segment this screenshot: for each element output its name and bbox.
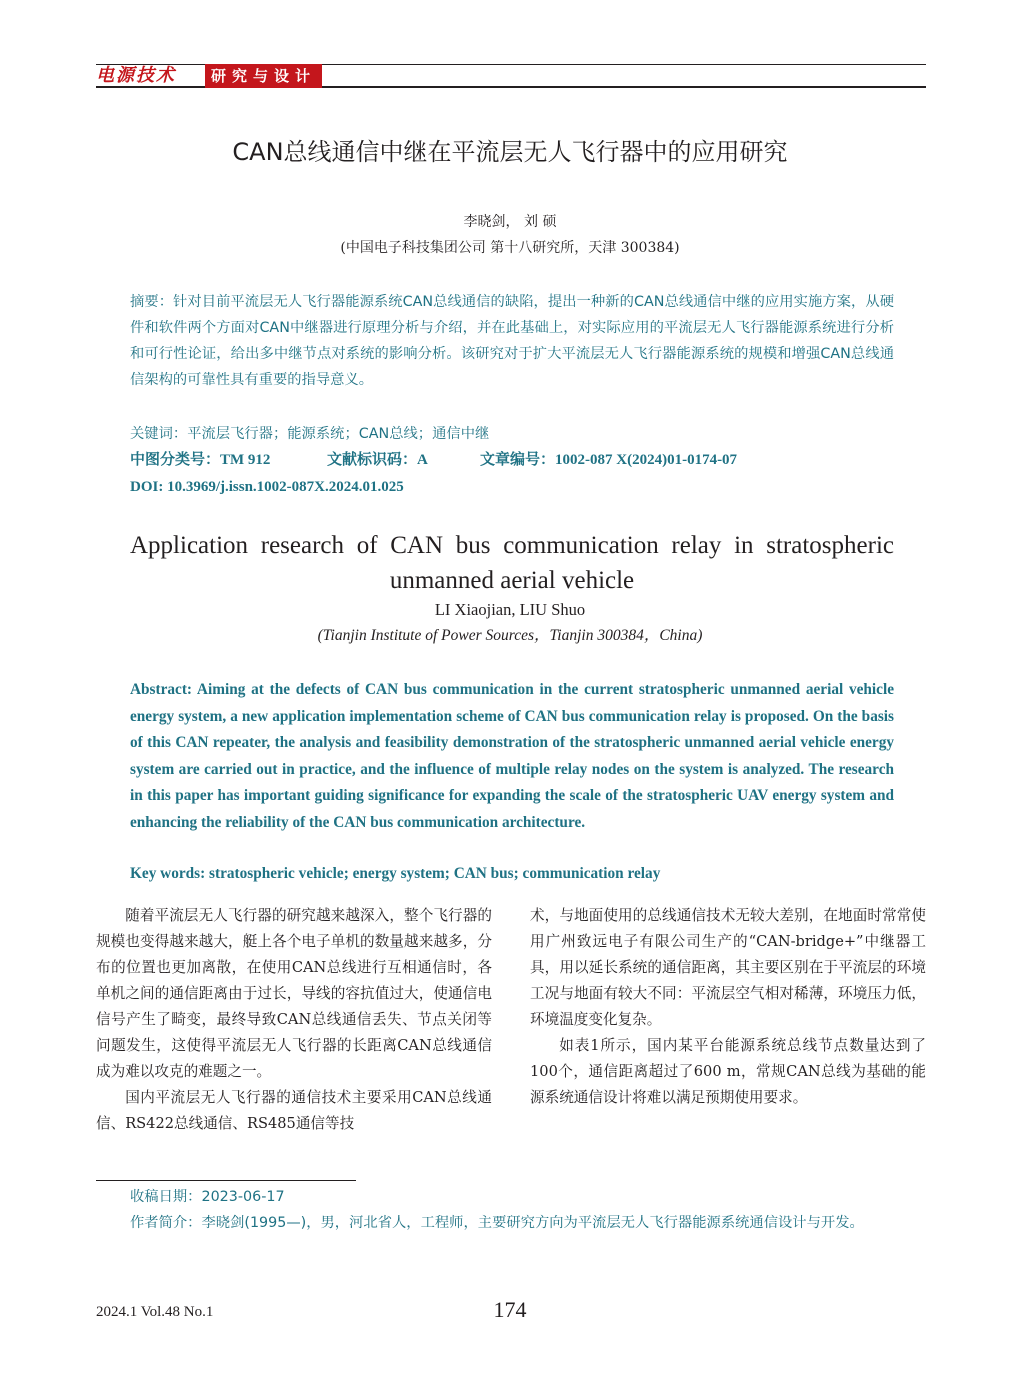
keywords-en [130, 861, 894, 888]
body-paragraph: 术，与地面使用的总线通信技术无较大差别，在地面时常常使用广州致远电子有限公司生产的“CAN-bridge+”中继器工具，用以延长系统的通信距离，其主要区别在于平流层的环境工况与地面有较大不同：平流层空气相对稀薄，环境压力低，环境温度变化复杂。 [530, 907, 926, 1028]
abstract-zh-label: 摘要： [130, 294, 174, 310]
authors-zh: 李晓剑， 刘 硕 [463, 214, 557, 230]
affiliation-zh: (中国电子科技集团公司 第十八研究所，天津 300384) [340, 240, 680, 256]
author-bio: 作者简介：李晓剑(1995—)，男，河北省人，工程师，主要研究方向为平流层无人飞行器能源系统通信设计与开发。 [130, 1215, 864, 1231]
keywords-en-text: stratospheric vehicle; energy system; CAN bus; communication relay [209, 865, 661, 882]
classification-row [130, 447, 894, 473]
authors-en: LI Xiaojian, LIU Shuo [434, 600, 586, 619]
page-number: 174 [493, 1297, 527, 1322]
title-zh: CAN总线通信中继在平流层无人飞行器中的应用研究 [232, 138, 788, 166]
received-date: 收稿日期：2023-06-17 [130, 1189, 285, 1205]
body-column-right [530, 903, 926, 1111]
body-paragraph: 如表1所示，国内某平台能源系统总线节点数量达到了100个，通信距离超过了600 m，常规CAN总线为基础的能源系统通信设计将难以满足预期使用要求。 [530, 1037, 926, 1106]
keywords-zh [130, 421, 894, 447]
journal-brand: 电源技术 [96, 65, 176, 86]
document-code: 文献标识码：A [327, 452, 428, 468]
footnote-rule [96, 1180, 356, 1181]
body-paragraph: 随着平流层无人飞行器的研究越来越深入，整个飞行器的规模也变得越来越大，艇上各个电子单机的数量越来越多，分布的位置也更加离散，在使用CAN总线进行互相通信时，各单机之间的通信距离由于过长，导线的容抗值过大，使通信电信号产生了畸变，最终导致CAN总线通信丢失、节点关闭等问题发生，这使得平流层无人飞行器的长距离CAN总线通信成为难以攻克的难题之一。 [96, 907, 492, 1080]
keywords-zh-text: 平流层飞行器；能源系统；CAN总线；通信中继 [187, 426, 490, 442]
keywords-zh-label: 关键词： [130, 426, 188, 442]
abstract-zh [130, 289, 894, 393]
doi: DOI: 10.3969/j.issn.1002-087X.2024.01.025 [130, 479, 404, 495]
issue-info: 2024.1 Vol.48 No.1 [96, 1304, 214, 1320]
clc-number: 中图分类号：TM 912 [130, 452, 271, 468]
abstract-en-text: Aiming at the defects of CAN bus communication in the current stratospheric unmanned aerial vehicle energy system, a new application implementation scheme of CAN bus communication relay is proposed. On the basis of this CAN repeater, the analysis and feasibility demonstration of the stratospheric unmanned aerial vehicle energy system are carried out in practice, and the influence of multiple relay nodes on the system is analyzed. The research in this paper has important guiding significance for expanding the scale of the stratospheric UAV energy system and enhancing the reliability of the CAN bus communication architecture. [130, 681, 894, 831]
section-label: 研究与设计 [205, 64, 322, 88]
title-en: Application research of CAN bus communication relay in stratospheric unmanned aerial vehicle [130, 532, 894, 594]
affiliation-en: (Tianjin Institute of Power Sources，Tianjin 300384，China) [317, 627, 703, 644]
body-column-left [96, 903, 492, 1137]
article-number: 文章编号：1002-087 X(2024)01-0174-07 [480, 452, 738, 468]
abstract-zh-text: 针对目前平流层无人飞行器能源系统CAN总线通信的缺陷，提出一种新的CAN总线通信中继的应用实施方案，从硬件和软件两个方面对CAN中继器进行原理分析与介绍，并在此基础上，对实际应用的平流层无人飞行器能源系统进行分析和可行性论证，给出多中继节点对系统的影响分析。该研究对于扩大平流层无人飞行器能源系统的规模和增强CAN总线通信架构的可靠性具有重要的指导意义。 [130, 294, 894, 388]
abstract-en-label: Abstract: [130, 681, 197, 698]
body-paragraph: 国内平流层无人飞行器的通信技术主要采用CAN总线通信、RS422总线通信、RS485通信等技 [96, 1089, 492, 1132]
abstract-en [130, 677, 894, 836]
keywords-en-label: Key words: [130, 865, 210, 882]
